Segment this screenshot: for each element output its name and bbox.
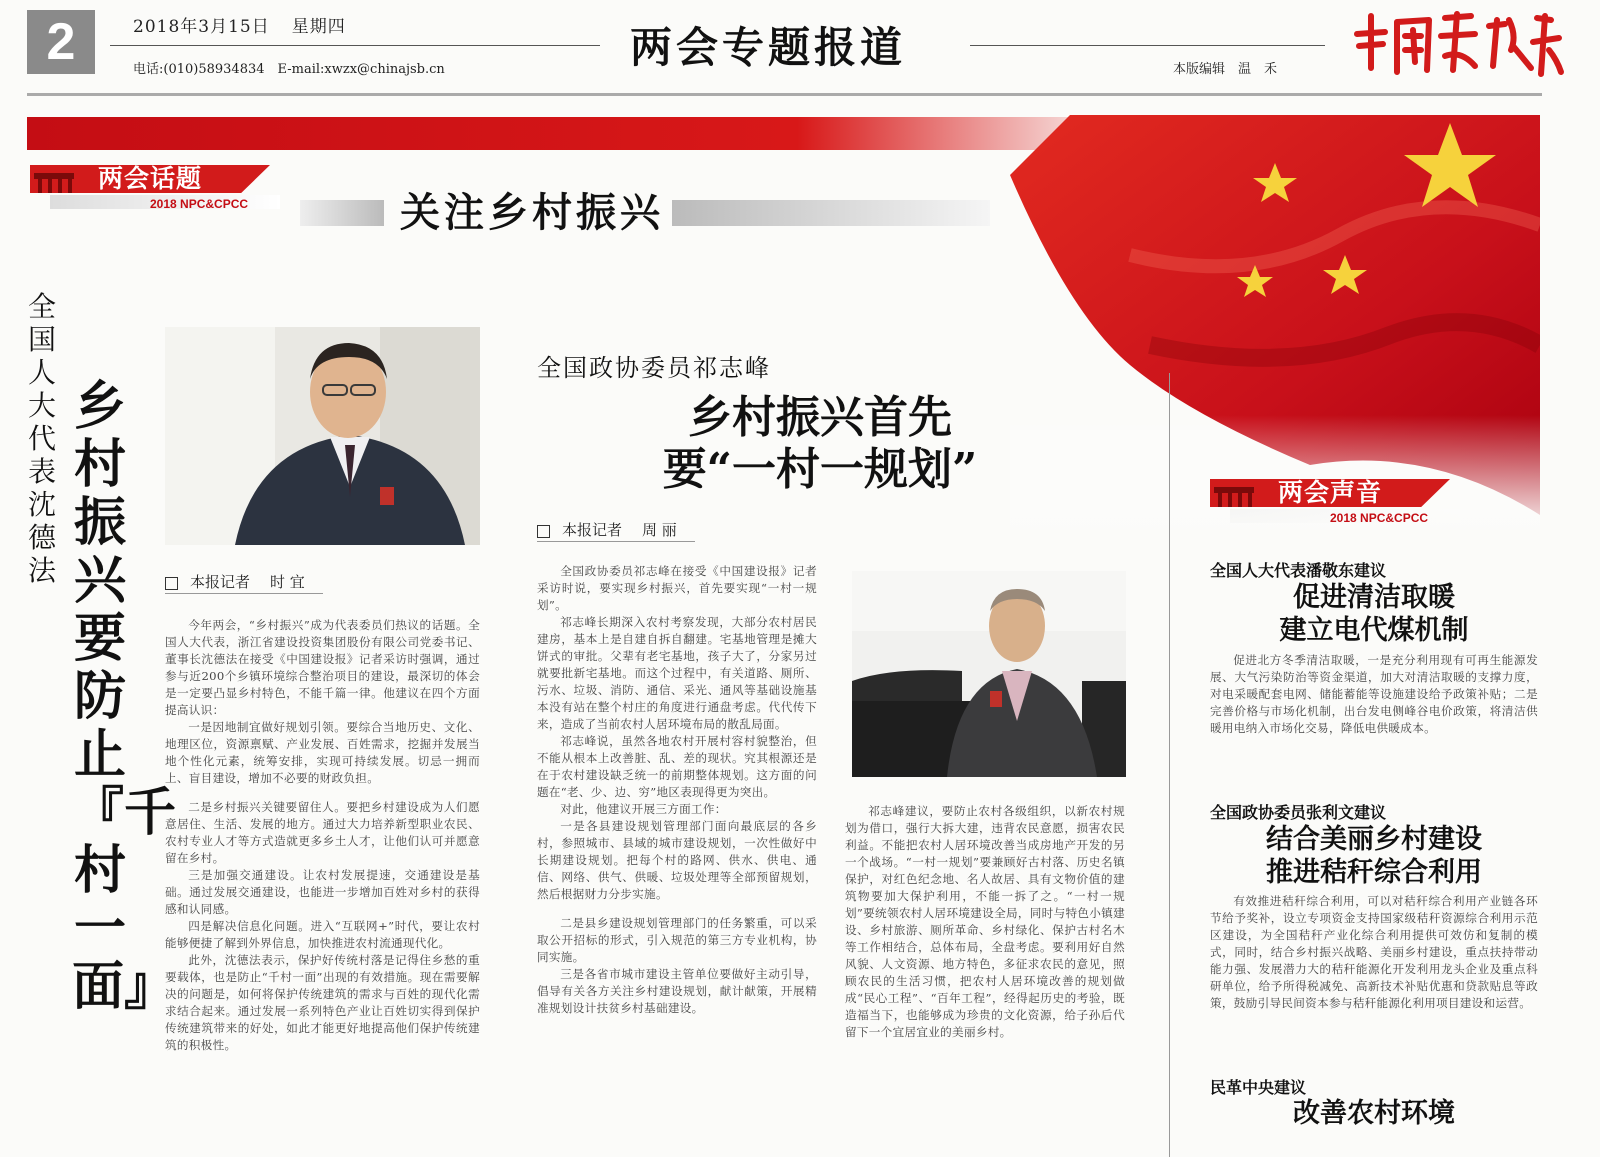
paragraph: 三是各省市城市建设主管单位要做好主动引导，倡导有关各方关注乡村建设规划，献计献策，开展精准规划设计扶贫乡村基础建设。 — [537, 967, 817, 1015]
voice-headline: 建立电代煤机制 — [1279, 615, 1469, 646]
byline-label: 本报记者 — [190, 573, 251, 591]
paragraph: 祁志峰长期深入农村考察发现，大部分农村居民建房，基本上是自建自拆自翻建。宅基地管理是摊大饼式的审批。父辈有老宅基地，孩子大了，分家另过就要批新宅基地。而这个过程中，有关道路、厕所、污水、垃圾、消防、通信、采光、通风等基础设施基本没有站在整个村庄的角度进行通盘考虑。代代传下来，造成了当前农村人居环境布局的散乱局面。 — [537, 615, 817, 731]
paragraph: 此外，沈德法表示，保护好传统村落是记得住乡愁的重要载体，也是防止“千村一面”出现的有效措施。现在需要解决的问题是，如何将保护传统建筑的需求与百姓的现代化需求结合起来。通过发展一系列特色产业让百姓切实得到保护传统建筑带来的好处，如此才能更好地提高他们保护传统建筑的积极性。 — [165, 953, 480, 1052]
topic-tag — [30, 165, 290, 211]
topic-bar-right — [672, 200, 990, 226]
building-icon — [30, 165, 76, 211]
tag-label: 两会话题 — [98, 164, 203, 193]
masthead-divider — [27, 93, 1542, 96]
voice-body — [1210, 652, 1538, 737]
paragraph: 一是因地制宜做好规划引领。要综合当地历史、文化、地理区位，资源禀赋、产业发展、百姓需求，挖掘并发展当地个性化元素，统筹安排，实现可持续发展。切忌一拥而上、盲目建设，增加不必要的财政负担。 — [165, 720, 480, 785]
flag-graphic — [1010, 115, 1540, 535]
voice-kicker: 民革中央建议 — [1210, 1078, 1307, 1097]
voice-kicker: 全国人大代表潘敬东建议 — [1210, 561, 1387, 580]
paragraph: 促进北方冬季清洁取暖，一是充分利用现有可再生能源发展、大气污染防治等资金渠道，加大对清洁取暖的支撑力度，对电采暖配套电网、储能蓄能等设施建设给予政策补贴；二是完善价格与市场化机制，出台发电侧峰谷电价政策，将清洁供暖用电纳入市场化交易，降低电供暖成本。 — [1210, 653, 1538, 735]
center-kicker: 全国政协委员祁志峰 — [537, 354, 771, 382]
paragraph: 二是县乡建设规划管理部门的任务繁重，可以采取公开招标的形式，引入规范的第三方专业机构，协同实施。 — [537, 916, 817, 964]
vertical-label: 全国人大代表沈德法 — [27, 290, 56, 587]
paragraph: 三是加强交通建设。让农村发展提速，交通建设是基础。通过发展交通建设，也能进一步增加百姓对乡村的获得感和认同感。 — [165, 868, 480, 916]
left-byline-rule — [165, 593, 323, 594]
voice-headline: 促进清洁取暖 — [1293, 582, 1455, 613]
paragraph: 对此，他建议开展三方面工作： — [560, 802, 727, 816]
paragraph: 二是乡村振兴关键要留住人。要把乡村建设成为人们愿意居住、生活、发展的地方。通过大力培养新型职业农民、农村专业人才等方式造就更多乡土人才，让他们认可并愿意留在乡村。 — [165, 800, 480, 865]
topic-bar-left — [300, 200, 384, 226]
byline-label: 本报记者 — [562, 521, 623, 539]
section-title: 两会专题报道 — [630, 23, 907, 72]
voice-body — [1210, 893, 1538, 1012]
masthead-rule-right — [970, 45, 1325, 46]
building-icon — [1210, 479, 1256, 525]
vertical-headline: 乡村振兴要防止『千村一面』 — [72, 376, 177, 1017]
date-text: 2018年3月15日 — [133, 17, 270, 37]
center-byline — [537, 519, 677, 540]
paragraph: 一是各县建设规划管理部门面向最底层的各乡村，参照城市、县域的城市建设规划，一次性做好中长期建设规划。把每个村的路网、供水、供电、通信、网络、供气、供暖、垃圾处理等全部预留规划，然后根据财力分步实施。 — [537, 819, 817, 901]
center-byline-rule — [537, 541, 695, 542]
byline-box-icon — [165, 577, 178, 590]
voices-tag — [1210, 479, 1460, 525]
left-byline — [165, 571, 305, 592]
paragraph: 今年两会，“乡村振兴”成为代表委员们热议的话题。全国人大代表，浙江省建设投资集团股份有限公司党委书记、董事长沈德法在接受《中国建设报》记者采访时强调，通过参与近200个乡镇环境综合整治项目的建设，最深切的体会是一定要凸显乡村特色，不能千篇一律。他建议在四个方面提高认识： — [165, 618, 480, 717]
tag-sub: 2018 NPC&CPCC — [150, 197, 249, 211]
paragraph: 全国政协委员祁志峰在接受《中国建设报》记者采访时说，要实现乡村振兴，首先要实现“一村一规划”。 — [537, 564, 817, 612]
paragraph: 四是解决信息化问题。进入“互联网+”时代，要让农村能够便捷了解到外界信息，加快推进农村流通现代化。 — [165, 919, 480, 950]
byline-name: 周 丽 — [642, 521, 677, 539]
column-divider — [1169, 373, 1170, 1157]
center-body-col2 — [845, 803, 1125, 1041]
voice-kicker: 全国政协委员张利文建议 — [1210, 803, 1387, 822]
tag-sub: 2018 NPC&CPCC — [1330, 511, 1429, 525]
paragraph: 祁志峰建议，要防止农村各级组织，以新农村规划为借口，强行大拆大建，违背农民意愿，损害农民利益。不能把农村人居环境改善当成房地产开发的另一个战场。“一村一规划”要兼顾好古村落、历史名镇保护，对红色纪念地、名人故居、具有文物价值的建筑物要加大保护利用，不能一拆了之。“一村一规划”要统领农村人居环境建设全局，同时与特色小镇建设、乡村旅游、厕所革命、乡村绿化、保护古村名木等工作相结合，总体布局，全盘考虑。要利用好自然风貌、人文资源、地方特色，多征求农民的意见，照顾农民的生活习惯，把农村人居环境改善的规划做成“民心工程”、“百年工程”，经得起历史的考验，既造福当下，也能够成为珍贵的文化资源，给子孙后代留下一个宜居宜业的美丽乡村。 — [845, 804, 1125, 1039]
editor-credit: 本版编辑 温 禾 — [1173, 62, 1278, 77]
voice-headline: 结合美丽乡村建设 — [1266, 824, 1482, 855]
center-body-col1 — [537, 563, 817, 1017]
tag-label: 两会声音 — [1278, 478, 1383, 507]
left-body — [165, 617, 480, 1054]
byline-name: 时 宜 — [270, 573, 305, 591]
page-number: 2 — [27, 10, 95, 74]
masthead-rule-left — [110, 45, 600, 46]
paragraph: 有效推进秸秆综合利用，可以对秸秆综合利用产业链各环节给予奖补，设立专项资金支持国家级秸秆资源综合利用示范区建设，为全国秸秆产业化综合利用提供可效仿和复制的模式，同时，结合乡村振兴战略、美丽乡村建设，重点扶持带动能力强、发展潜力大的秸秆能源化开发利用龙头企业及重点科研单位，给予所得税减免、高新技术补贴优惠和贷款贴息等政策，鼓励引导民间资本参与秸秆能源化利用项目建设和运营。 — [1210, 894, 1538, 1010]
portrait-photo-shen — [165, 327, 480, 545]
center-headline-line2: 要“一村一规划” — [662, 444, 978, 495]
newspaper-logo — [1345, 6, 1565, 86]
weekday-text: 星期四 — [291, 17, 346, 37]
contact-line: 电话:(010)58934834 E-mail:xwzx@chinajsb.cn — [133, 62, 445, 77]
topic-title: 关注乡村振兴 — [400, 189, 664, 236]
issue-date — [133, 12, 346, 37]
banner-red-bar — [27, 117, 1127, 150]
byline-box-icon — [537, 525, 550, 538]
voice-headline: 改善农村环境 — [1293, 1098, 1455, 1129]
portrait-photo-qi — [852, 571, 1126, 777]
paragraph: 祁志峰说，虽然各地农村开展村容村貌整治，但不能从根本上改善脏、乱、差的现状。究其根源还是在于农村建设缺乏统一的前期整体规划。这方面的问题在“老、少、边、穷”地区表现得更为突出。 — [537, 734, 817, 799]
center-headline-line1: 乡村振兴首先 — [688, 392, 952, 443]
voice-headline: 推进秸秆综合利用 — [1266, 857, 1482, 888]
